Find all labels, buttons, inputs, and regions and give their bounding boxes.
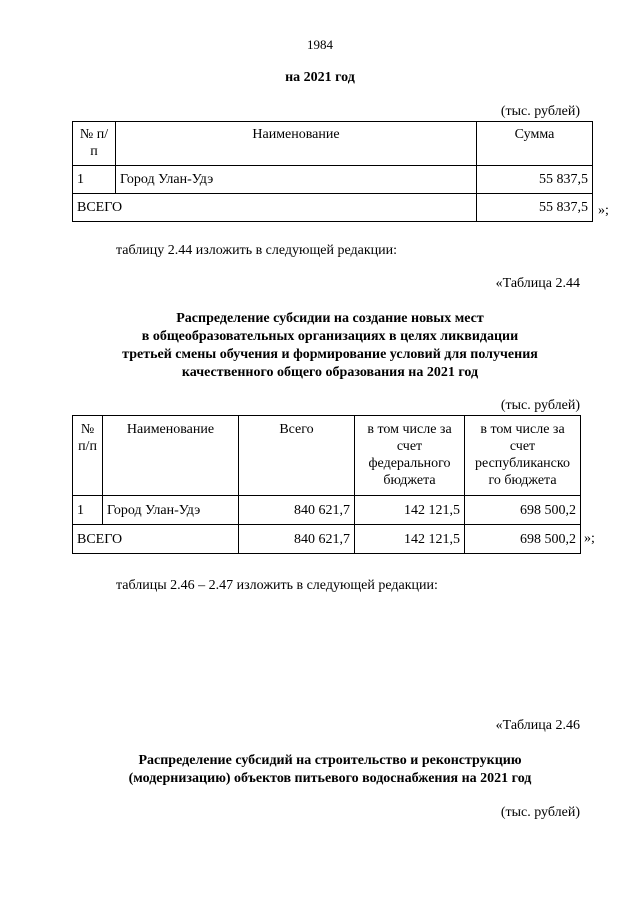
block1-title: на 2021 год — [285, 70, 355, 85]
block2-table-label: «Таблица 2.44 — [495, 276, 580, 291]
t2-header-total: Всего — [239, 416, 355, 496]
block3-table-label: «Таблица 2.46 — [495, 718, 580, 733]
block1-closing-quote: »; — [598, 203, 609, 218]
t2-row-republic: 698 500,2 — [465, 496, 581, 525]
row-num: 1 — [73, 166, 116, 194]
t2-header-name: Наименование — [103, 416, 239, 496]
block3-units: (тыс. рублей) — [500, 805, 580, 820]
t2-row-total: 840 621,7 — [239, 496, 355, 525]
table-1 — [72, 121, 593, 222]
block1-units: (тыс. рублей) — [500, 104, 580, 119]
block2-heading-line-1: Распределение субсидии на создание новых мест — [176, 311, 484, 326]
t2-row-num: 1 — [73, 496, 103, 525]
block3-heading — [60, 752, 600, 788]
paragraph-1: таблицу 2.44 изложить в следующей редакции: — [116, 243, 398, 258]
t2-row-name: Город Улан-Удэ — [103, 496, 239, 525]
t2-total-republic: 698 500,2 — [465, 525, 581, 554]
row-name: Город Улан-Удэ — [116, 166, 477, 194]
block3-heading-line-2: (модернизацию) объектов питьевого водоснабжения на 2021 год — [128, 771, 532, 786]
t2-row-federal: 142 121,5 — [355, 496, 465, 525]
page-number: 1984 — [307, 37, 333, 52]
block2-heading — [60, 310, 600, 382]
t2-header-federal: в том числе за счет федерального бюджета — [355, 416, 465, 496]
t2-total-federal: 142 121,5 — [355, 525, 465, 554]
t2-header-republic: в том числе за счет республиканско го бюджета — [465, 416, 581, 496]
block2-closing-quote: »; — [584, 531, 595, 546]
block2-heading-line-2: в общеобразовательных организациях в целях ликвидации — [141, 329, 519, 344]
header-name: Наименование — [116, 122, 477, 166]
header-sum: Сумма — [477, 122, 593, 166]
paragraph-2: таблицы 2.46 – 2.47 изложить в следующей редакции: — [116, 578, 438, 593]
t2-total-label: ВСЕГО — [73, 525, 239, 554]
table-2 — [72, 415, 581, 554]
block2-heading-line-3: третьей смены обучения и формирование условий для получения — [122, 347, 538, 362]
block2-heading-line-4: качественного общего образования на 2021 год — [181, 365, 479, 380]
t2-total-total: 840 621,7 — [239, 525, 355, 554]
t2-header-num: № п/п — [73, 416, 103, 496]
block3-heading-line-1: Распределение субсидий на строительство и реконструкцию — [138, 753, 522, 768]
total-sum: 55 837,5 — [477, 194, 593, 222]
total-label: ВСЕГО — [73, 194, 477, 222]
row-sum: 55 837,5 — [477, 166, 593, 194]
block2-units: (тыс. рублей) — [500, 398, 580, 413]
header-num: № п/п — [73, 122, 116, 166]
